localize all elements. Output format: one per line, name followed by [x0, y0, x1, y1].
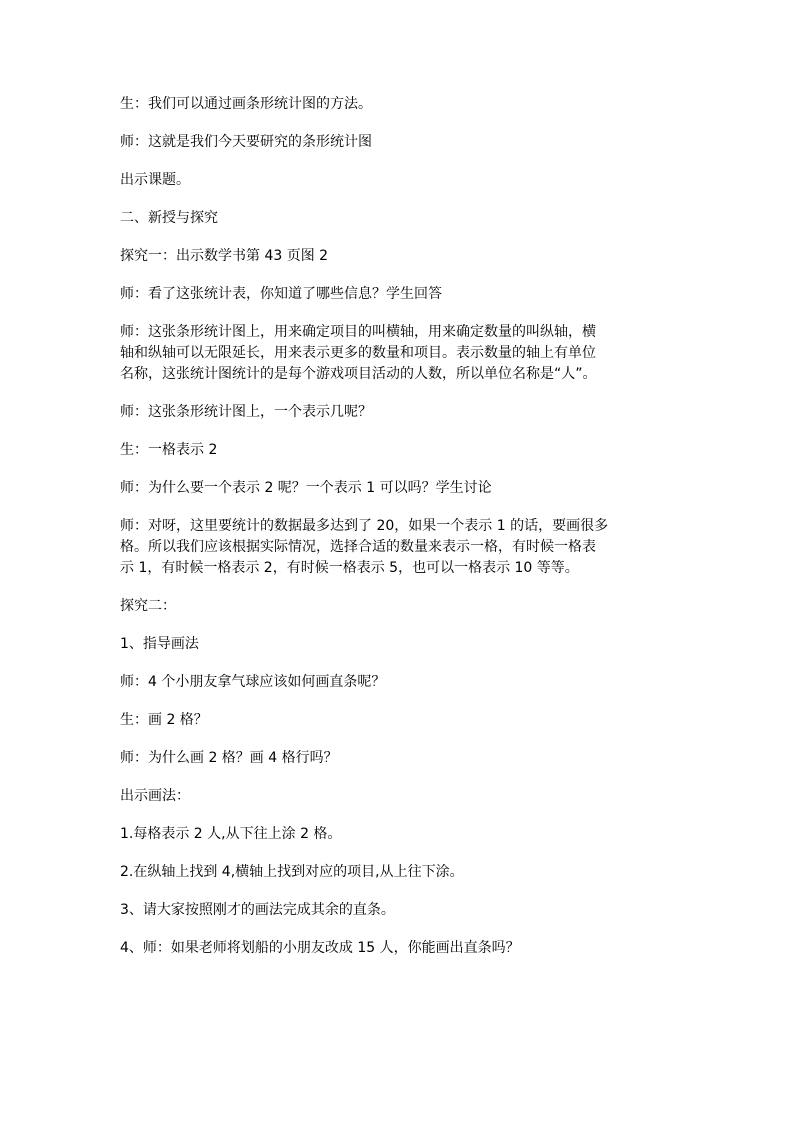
text-line: 2.在纵轴上找到 4,横轴上找到对应的项目,从上往下涂。: [120, 864, 464, 880]
paragraph: [120, 284, 684, 305]
paragraph: [120, 900, 684, 921]
text-line: 生：一格表示 2: [120, 442, 218, 458]
paragraph: [120, 672, 684, 693]
text-line: 师：为什么要一个表示 2 呢？一个表示 1 可以吗？学生讨论: [120, 480, 492, 496]
paragraph: [120, 516, 684, 579]
text-line: 生：我们可以通过画条形统计图的方法。: [120, 96, 372, 112]
paragraph: [120, 246, 684, 267]
text-line: 生：画 2 格？: [120, 712, 208, 728]
paragraph: [120, 786, 684, 807]
paragraph: [120, 748, 684, 769]
paragraph: [120, 402, 684, 423]
paragraph: [120, 596, 684, 617]
text-line: 师：这就是我们今天要研究的条形统计图: [120, 134, 372, 150]
paragraph: [120, 440, 684, 461]
paragraph: [120, 170, 684, 191]
text-line: 二、新授与探究: [120, 210, 218, 226]
paragraph: [120, 132, 684, 153]
paragraph: [120, 862, 684, 883]
text-line: 轴和纵轴可以无限延长，用来表示更多的数量和项目。表示数量的轴上有单位: [120, 345, 596, 361]
text-line: 出示课题。: [120, 172, 190, 188]
text-line: 3、请大家按照刚才的画法完成其余的直条。: [120, 902, 395, 918]
text-line: 师：看了这张统计表，你知道了哪些信息？学生回答: [120, 286, 442, 302]
paragraph: [120, 634, 684, 655]
text-line: 名称，这张统计图统计的是每个游戏项目活动的人数，所以单位名称是“人”。: [120, 366, 597, 382]
text-line: 探究二：: [120, 598, 176, 614]
text-line: 1.每格表示 2 人,从下往上涂 2 格。: [120, 826, 342, 842]
text-line: 师：对呀，这里要统计的数据最多达到了 20，如果一个表示 1 的话，要画很多: [120, 518, 609, 534]
text-line: 格。所以我们应该根据实际情况，选择合适的数量来表示一格，有时候一格表: [120, 539, 596, 555]
text-line: 师：这张条形统计图上，用来确定项目的叫横轴，用来确定数量的叫纵轴，横: [120, 324, 596, 340]
section-heading: [120, 208, 684, 229]
paragraph: [120, 322, 684, 385]
text-line: 1、指导画法: [120, 636, 199, 652]
text-line: 师：4 个小朋友拿气球应该如何画直条呢？: [120, 674, 386, 690]
text-line: 探究一：出示数学书第 43 页图 2: [120, 248, 329, 264]
text-line: 师：这张条形统计图上，一个表示几呢？: [120, 404, 372, 420]
text-line: 出示画法：: [120, 788, 190, 804]
paragraph: [120, 710, 684, 731]
paragraph: [120, 94, 684, 115]
paragraph: [120, 938, 684, 959]
paragraph: [120, 478, 684, 499]
paragraph: [120, 824, 684, 845]
text-line: 示 1，有时候一格表示 2，有时候一格表示 5，也可以一格表示 10 等等。: [120, 560, 579, 576]
text-line: 师：为什么画 2 格？画 4 格行吗？: [120, 750, 338, 766]
text-line: 4、师：如果老师将划船的小朋友改成 15 人，你能画出直条吗？: [120, 940, 520, 956]
